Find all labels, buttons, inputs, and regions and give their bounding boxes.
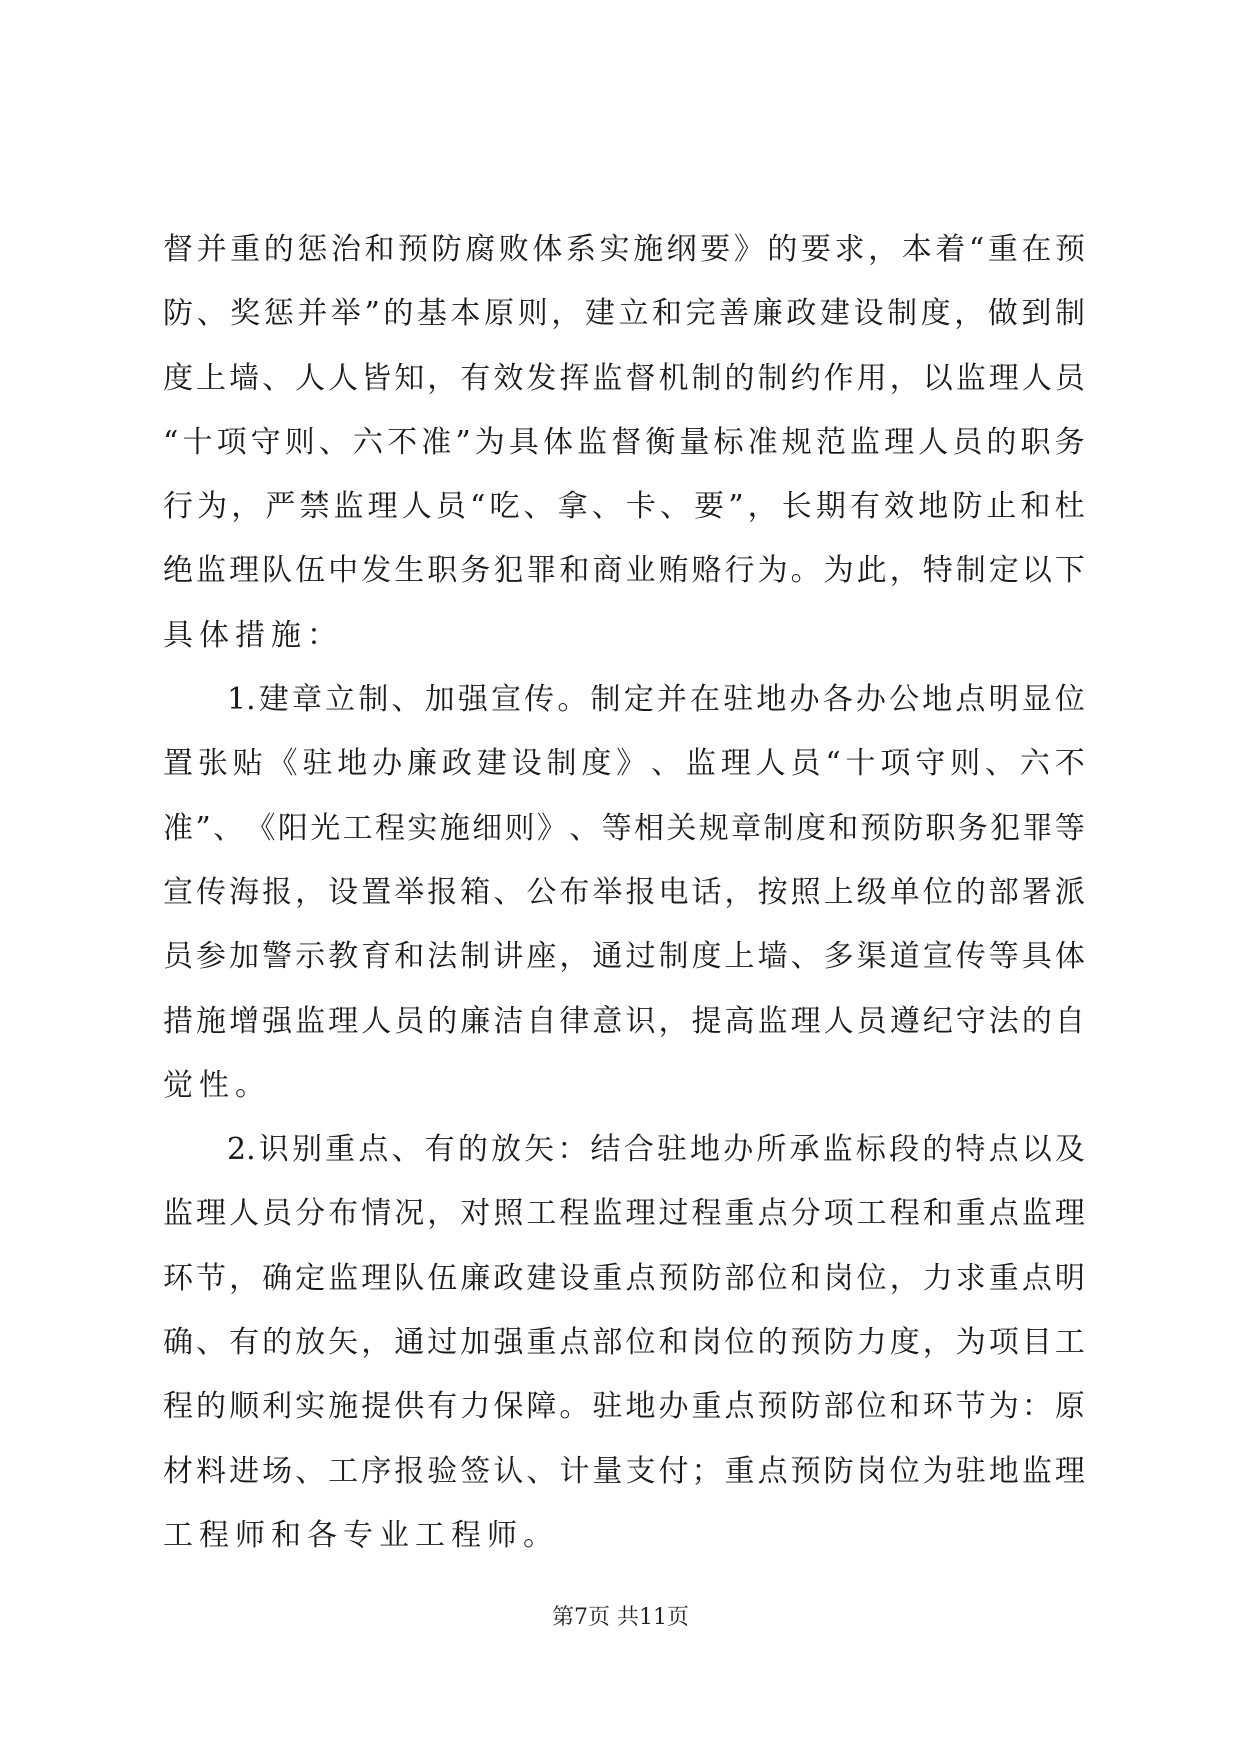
text-line: 工程师和各专业工程师。: [163, 1517, 559, 1553]
text-line: 程 的 顺 利 实 施 提 供 有 力 保 障 。 驻 地 办 重 点 预 防 部 位 和 环 节 为 ： 原: [163, 1389, 1085, 1425]
text-line: 置 张 贴 《 驻 地 办 廉 政 建 设 制 度 》 、 监 理 人 员 “ 十 项 守 则 、 六 不: [163, 746, 1085, 782]
text-line: 防 、 奖 惩 并 举 ” 的 基 本 原 则 ， 建 立 和 完 善 廉 政 建 设 制 度 ， 做 到 制: [163, 296, 1085, 332]
text-line: 宣 传 海 报 ， 设 置 举 报 箱 、 公 布 举 报 电 话 ， 按 照 上 级 单 位 的 部 署 派: [163, 874, 1085, 910]
text-line: 绝 监 理 队 伍 中 发 生 职 务 犯 罪 和 商 业 贿 赂 行 为 。 为 此 ， 特 制 定 以 下: [163, 553, 1085, 589]
text-line: 措 施 增 强 监 理 人 员 的 廉 洁 自 律 意 识 ， 提 高 监 理 人 员 遵 纪 守 法 的 自: [163, 1003, 1085, 1039]
text-line: 监 理 人 员 分 布 情 况 ， 对 照 工 程 监 理 过 程 重 点 分 项 工 程 和 重 点 监 理: [163, 1196, 1085, 1232]
text-line: 行 为 ， 严 禁 监 理 人 员 “ 吃 、 拿 、 卡 、 要 ” ， 长 期 有 效 地 防 止 和 杜: [163, 489, 1085, 525]
text-line: 觉性。: [163, 1067, 271, 1103]
text-line: “ 十 项 守 则 、 六 不 准 ” 为 具 体 监 督 衡 量 标 准 规 范 监 理 人 员 的 职 务: [163, 424, 1085, 460]
text-line: 具体措施：: [163, 617, 343, 653]
text-line: 督 并 重 的 惩 治 和 预 防 腐 败 体 系 实 施 纲 要 》 的 要 求 ， 本 着 “ 重 在 预: [163, 232, 1085, 267]
text-line: 1. 建 章 立 制 、 加 强 宣 传 。 制 定 并 在 驻 地 办 各 办 公 地 点 明 显 位: [227, 682, 1085, 718]
page-footer: 第7页 共11页: [552, 1605, 689, 1630]
text-line: 确 、 有 的 放 矢 ， 通 过 加 强 重 点 部 位 和 岗 位 的 预 防 力 度 ， 为 项 目 工: [163, 1325, 1085, 1361]
text-line: 度 上 墙 、 人 人 皆 知 ， 有 效 发 挥 监 督 机 制 的 制 约 作 用 ， 以 监 理 人 员: [163, 360, 1085, 396]
text-line: 环 节 ， 确 定 监 理 队 伍 廉 政 建 设 重 点 预 防 部 位 和 岗 位 ， 力 求 重 点 明: [163, 1260, 1085, 1296]
text-line: 准 ” 、 《 阳 光 工 程 实 施 细 则 》 、 等 相 关 规 章 制 度 和 预 防 职 务 犯 罪 等: [163, 810, 1085, 846]
text-line: 员 参 加 警 示 教 育 和 法 制 讲 座 ， 通 过 制 度 上 墙 、 多 渠 道 宣 传 等 具 体: [163, 939, 1085, 975]
text-line: 材 料 进 场 、 工 序 报 验 签 认 、 计 量 支 付 ； 重 点 预 防 岗 位 为 驻 地 监 理: [163, 1453, 1085, 1489]
text-line: 2. 识 别 重 点 、 有 的 放 矢 ： 结 合 驻 地 办 所 承 监 标 段 的 特 点 以 及: [227, 1132, 1085, 1168]
body-text: [163, 232, 1085, 1582]
